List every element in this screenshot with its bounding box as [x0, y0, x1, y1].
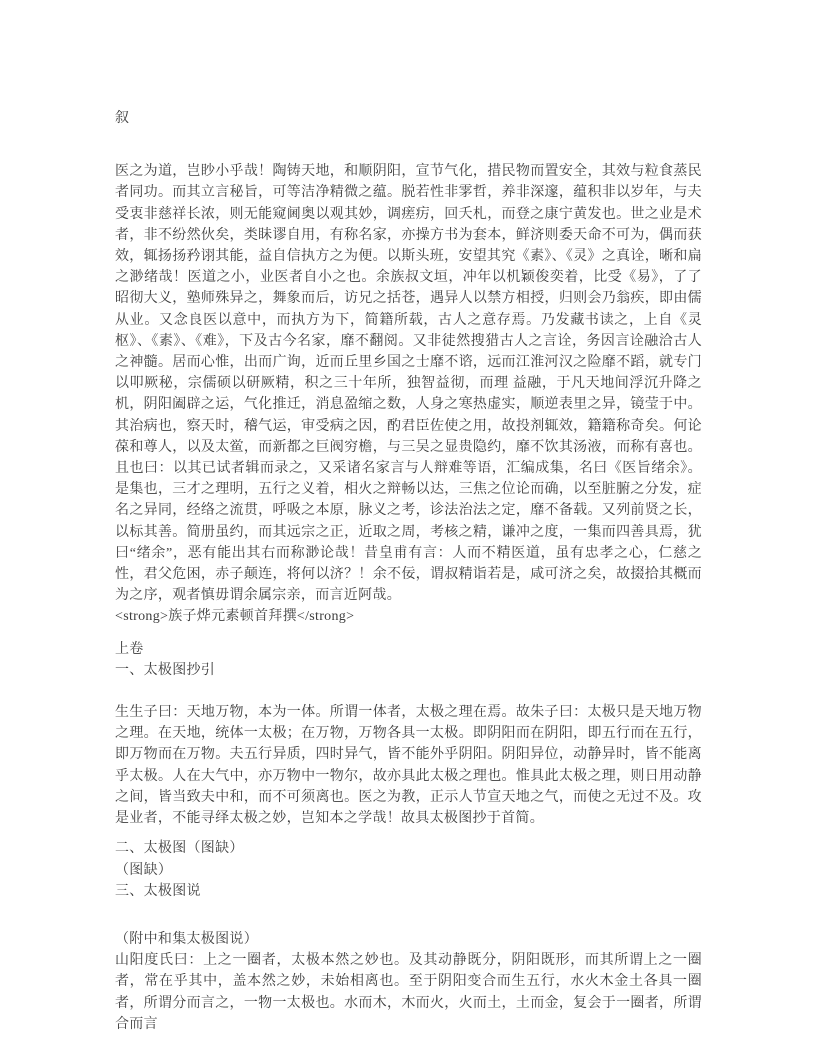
section-1-paragraph: 生生子曰：天地万物，本为一体。所谓一体者，太极之理在焉。故朱子曰：太极只是天地万物之理。在天地，统体一太极；在万物，万物各具一太极。即阴阳而在阴阳，即五行而在五行，即万物而在万物。夫五行异质，四时异气，皆不能外乎阴阳。阴阳异位，动静异时，皆不能离乎太极。人在大气中，亦万物中一物尔，故亦具此太极之理也。惟具此太极之理，则日用动静之间，皆当致夫中和，而不可须离也。医之为教，正示人节宣天地之气，而使之无过不及。攻是业者，不能寻绎太极之妙，岂知本之学哉！故具太极图抄于首简。 — [115, 705, 702, 827]
preface-paragraph: 医之为道，岂眇小乎哉！陶铸天地，和顺阴阳，宣节气化，措民物而置安全，其效与粒食蒸民者同功。而其立言秘旨，可等洁净精微之蕴。脱若性非雺哲，养非深邃，蕴积非以岁年，与夫受衷非慈祥长浓，则无能窥阃奥以观其妙，调瘥疠，回夭札，而登之康宁黄发也。世之业是术者，非不纷然伙矣，类眛谬自用，有称名家，亦操方书为套本，鲜济则委天命不可为，偶而获效，辄扬扬矜诩其能，益自信执方之为便。以斯头班，安望其究《素》、《灵》之真诠，晰和扁之渺绪哉！医道之小，业医者自小之也。余族叔文垣，冲年以机颖俊奕着，比受《易》，了了昭彻大义，塾师殊异之，舞象而后，访兄之括苍，遇异人以禁方相授，归则会乃翁疾，即由儒从业。又念良医以意中，而执方为下，简籍所载，古人之意存焉。乃发藏书读之，上自《灵枢》、《素》、《难》，下及古今名家，靡不翻阅。又非徒然搜猎古人之言诠，务因言诠融洽古人之神髓。居而心惟，出而广询，近而丘里乡国之士靡不谘，远而江淮河汉之险靡不蹈，就专门以叩厥秘，宗儒硕以研厥精，积之三十年所，独智益彻，而理 益融，于凡天地间浮沉升降之机，阴阳阖辟之运，气化推迁，消息盈缩之数，人身之寒热虚实，顺逆表里之异，镜莹于中。其治病也，察天时，稽气运，审受病之因，酌君臣佐使之用，故投剂辄效，籍籍称奇矣。何论葆和尊人，以及太鲎，而新都之巨阀穷檐，与三吴之显贵隐约，靡不饮其汤液，而称有喜也。且也曰：以其已试者辑而录之，又采诸名家言与人辩难等语，汇编成集，名曰《医旨绪余》。是集也，三才之理明，五行之义着，相火之辩畅以达，三焦之位论而确，以至脏腑之分发，症名之异同，经络之流贯，呼吸之本原，脉义之考，诊法治法之定，靡不备载。又列前贤之长，以标其善。简册虽约，而其远宗之正，近取之周，考核之精，谦冲之度，一集而四善具焉，犹曰“绪余”，恶有能出其右而称渺论哉！昔皇甫有言：人而不精医道，虽有忠孝之心，仁慈之性，君父危困，赤子颠连，将何以济？！余不佞，谓叔精诣若是，咸可济之矣，故掇拾其概而为之序，观者慎毋谓余属宗亲，而言近阿哉。 — [115, 164, 702, 604]
section-3-paragraph: 山阳度氏曰：上之一圈者，太极本然之妙也。及其动静既分，阴阳既形，而其所谓上之一圈者，常在乎其中，盖本然之妙，未始相离也。至于阴阳变合而生五行，水火木金土各具一圈者，所谓分而言之，一物一太极也。水而木，木而火，火而土，土而金，复会于一圈者，所谓合而言 — [115, 953, 702, 1032]
document-body — [115, 108, 702, 1035]
figure-missing-note: （图缺） — [115, 862, 173, 878]
section-1-heading: 一、太极图抄引 — [115, 662, 216, 678]
section-2-heading: 二、太极图（图缺） — [115, 841, 244, 857]
volume-heading: 上卷 — [115, 641, 144, 657]
section-3-heading: 三、太极图说 — [115, 883, 201, 899]
section-3-subheading: （附中和集太极图说） — [115, 931, 258, 947]
preface-signature: <strong>族子烨元素顿首拜撰</strong> — [115, 609, 355, 625]
preface-heading: 叙 — [115, 111, 130, 126]
